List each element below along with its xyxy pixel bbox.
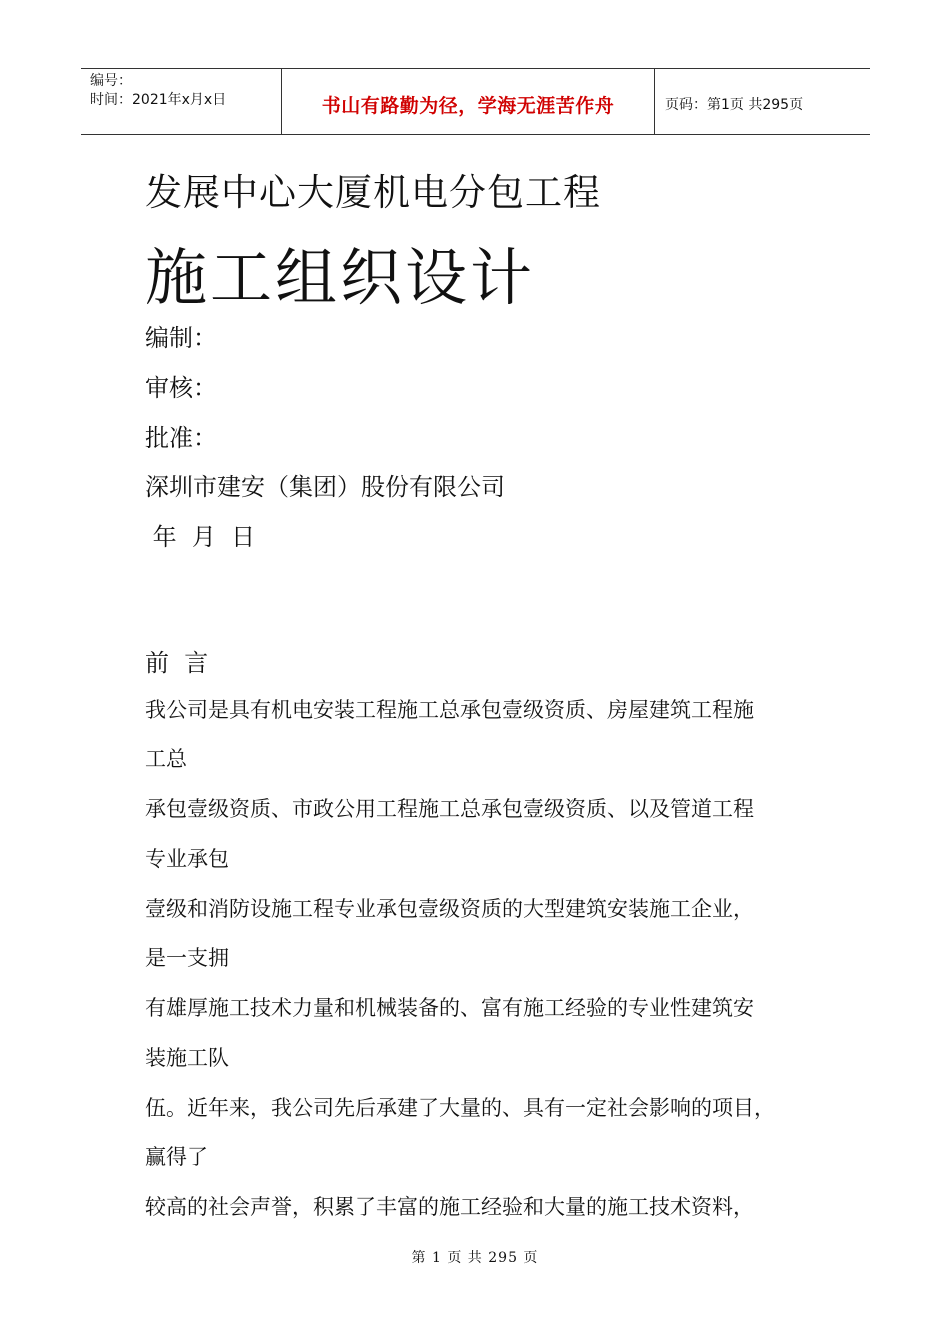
serial-number-label: 编号： xyxy=(90,73,132,89)
preface-line: 赢得了 xyxy=(145,1145,208,1169)
preface-line: 承包壹级资质、市政公用工程施工总承包壹级资质、以及管道工程 xyxy=(145,797,754,821)
document-subtitle: 发展中心大厦机电分包工程 xyxy=(145,171,601,214)
preface-line: 工总 xyxy=(145,747,187,771)
preface-line: 伍。近年来，我公司先后承建了大量的、具有一定社会影响的项目， xyxy=(145,1096,775,1120)
date-label: 时间：2021年x月x日 xyxy=(90,92,227,108)
approved-by-field: 批准： xyxy=(145,424,217,452)
header-motto-cell xyxy=(281,69,655,134)
header-page-info: 页码：第1页 共295页 xyxy=(665,97,804,113)
header-page-cell xyxy=(655,69,870,134)
header-motto: 书山有路勤为径，学海无涯苦作舟 xyxy=(321,95,615,117)
preface-line: 是一支拥 xyxy=(145,946,229,970)
preface-line: 壹级和消防设施工程专业承包壹级资质的大型建筑安装施工企业， xyxy=(145,897,754,921)
cover-date: 年 月 日 xyxy=(145,523,256,551)
document-title: 施工组织设计 xyxy=(145,241,536,314)
preface-line: 有雄厚施工技术力量和机械装备的、富有施工经验的专业性建筑安 xyxy=(145,996,754,1020)
company-name: 深圳市建安（集团）股份有限公司 xyxy=(145,473,505,501)
preface-line: 较高的社会声誉，积累了丰富的施工经验和大量的施工技术资料， xyxy=(145,1195,754,1219)
compiled-by-field: 编制： xyxy=(145,324,217,352)
header-info-cell xyxy=(81,69,281,134)
page-footer: 第 1 页 共 295 页 xyxy=(411,1250,539,1266)
preface-line: 专业承包 xyxy=(145,847,229,871)
reviewed-by-field: 审核： xyxy=(145,374,217,402)
preface-line: 我公司是具有机电安装工程施工总承包壹级资质、房屋建筑工程施 xyxy=(145,698,754,722)
page-header xyxy=(81,68,870,135)
preface-line: 装施工队 xyxy=(145,1046,229,1070)
preface-heading: 前 言 xyxy=(145,649,209,677)
